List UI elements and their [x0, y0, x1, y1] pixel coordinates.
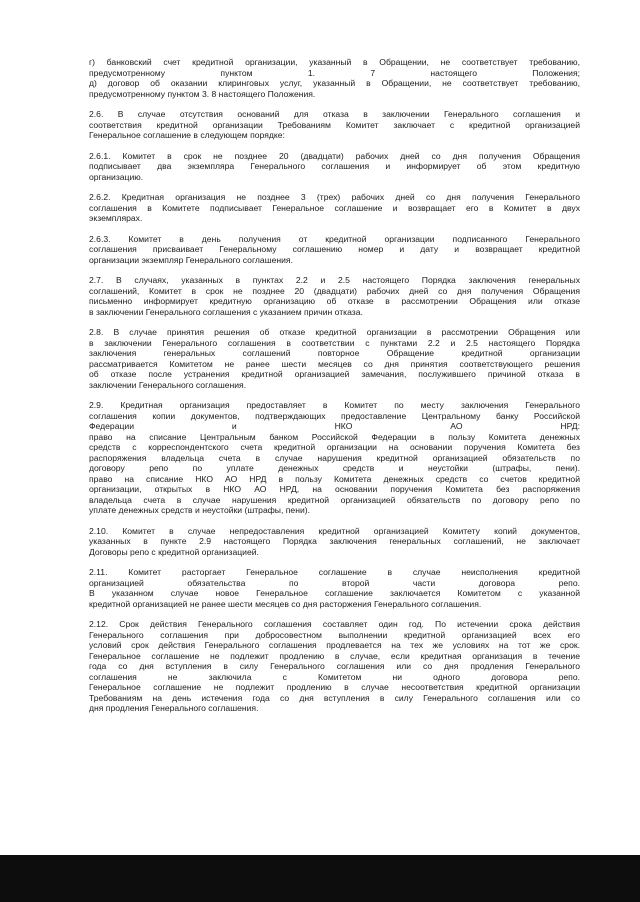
- text-line: средств с корреспондентского счета кредитной организации на основании поручения Комитета без: [89, 442, 580, 452]
- paragraph-gap: [89, 99, 580, 109]
- text-line: соглашения присваивает Генеральному соглашению номер и дату и возвращает кредитной: [89, 244, 580, 254]
- text-line: организации экземпляр Генерального соглашения.: [89, 254, 293, 265]
- text-line: 2.6.1. Комитет в срок не позднее 20 (двадцати) рабочих дней со дня получения Обращения: [89, 150, 580, 161]
- paragraph: [89, 400, 580, 516]
- text-line: в заключении Генерального соглашения с указанием причин отказа.: [89, 306, 363, 317]
- paragraph: [89, 109, 580, 141]
- paragraph-gap: [89, 141, 580, 151]
- text-line: В указанном случае новое Генеральное соглашение заключается Комитетом с указанной: [89, 588, 580, 598]
- paragraph: [89, 234, 580, 266]
- paragraph: [89, 192, 580, 224]
- paragraph: [89, 327, 580, 390]
- text-line: 2.6.2. Кредитная организация не позднее 3 (трех) рабочих дней со дня получения Генерального: [89, 192, 580, 202]
- text-line: соглашений, Комитет в срок не позднее 20 (двадцати) рабочих дней со дня получения Обращения: [89, 285, 580, 296]
- text-line: дня продления Генерального соглашения.: [89, 703, 259, 713]
- text-line: 2.6. В случае отсутствия оснований для отказа в заключении Генерального соглашения и: [89, 109, 580, 119]
- text-line: предусмотренному пунктом 3. 8 настоящего Положения.: [89, 88, 316, 99]
- document-body: [89, 57, 580, 714]
- text-line: 2.11. Комитет расторгает Генеральное соглашение в случае неисполнения кредитной: [89, 567, 580, 577]
- paragraph-gap: [89, 609, 580, 619]
- text-line: рассматривается Комитетом не ранее шести месяцев со дня принятия соответствующего решения: [89, 358, 580, 369]
- text-line: 2.12. Срок действия Генерального соглашения составляет один год. По истечении срока действия: [89, 619, 580, 629]
- text-line: договору репо по уплате денежных средств и неустойки (штрафы, пени).: [89, 463, 580, 473]
- text-line: подписывает два экземпляра Генерального соглашения и информирует об этом кредитную: [89, 161, 580, 171]
- scan-edge-band: [0, 855, 640, 902]
- text-line: Генеральное соглашение не подлежит продлению в случае несоответствия кредитной организации: [89, 682, 580, 692]
- text-line: уплате денежных средств и неустойки (штрафы, пени).: [89, 505, 310, 515]
- text-line: организацией обязательства по второй части договора репо.: [89, 577, 580, 588]
- paragraph: [89, 275, 580, 317]
- text-line: экземплярах.: [89, 213, 143, 223]
- paragraph-gap: [89, 557, 580, 567]
- text-line: Генерального соглашения при добросовестном выполнении кредитной организацией всех его: [89, 629, 580, 640]
- text-line: соглашения копии документов, подтверждающих предоставление Центральному банку Российской: [89, 410, 580, 421]
- text-line: 2.9. Кредитная организация предоставляет в Комитет по месту заключения Генерального: [89, 400, 580, 410]
- paragraph: [89, 619, 580, 714]
- text-line: владельца счета в случае нарушения кредитной организацией обязательств по договору репо по: [89, 494, 580, 505]
- paragraph: [89, 526, 580, 558]
- text-line: право на списание Центральным банком Российской Федерации в пользу Комитета денежных: [89, 431, 580, 442]
- text-line: в заключении Генерального соглашения в соответствии с пунктами 2.2 и 2.5 настоящего Порядка: [89, 337, 580, 348]
- paragraph-gap: [89, 390, 580, 400]
- text-line: организацию.: [89, 171, 144, 182]
- text-line: условий срок действия Генерального соглашения продлевается на тех же условиях на тот же срок.: [89, 640, 580, 650]
- text-line: право на списание НКО АО НРД в пользу Комитета денежных средств со счетов кредитной: [89, 473, 580, 484]
- paragraph-gap: [89, 224, 580, 234]
- paragraph: [89, 57, 580, 99]
- text-line: 2.8. В случае принятия решения об отказе кредитной организации в рассмотрении Обращения или: [89, 327, 580, 337]
- text-line: Договоры репо с кредитной организацией.: [89, 546, 259, 557]
- text-line: года со дня вступления в силу Генерального соглашения или со дня продления Генерального: [89, 661, 580, 671]
- text-line: распоряжения владельца счета в случае нарушения кредитной организацией обязательств по: [89, 452, 580, 463]
- paragraph: [89, 567, 580, 609]
- paragraph: [89, 151, 580, 183]
- text-line: организации, открытых в НКО АО НРД, на основании поручения Комитета без распоряжения: [89, 484, 580, 494]
- text-line: кредитной организацией не ранее шести месяцев со дня расторжения Генерального соглашения.: [89, 598, 482, 609]
- text-line: Генеральное соглашение не подлежит продлению в случае, если кредитная организация в течение: [89, 650, 580, 661]
- text-line: 2.7. В случаях, указанных в пунктах 2.2 и 2.5 настоящего Порядка заключения генеральных: [89, 275, 580, 285]
- text-line: об отказе после устранения кредитной организацией замечания, послужившего причиной отказа в: [89, 369, 580, 379]
- text-line: 2.10. Комитет в случае непредоставления кредитной организацией Комитету копий документов,: [89, 525, 580, 536]
- text-line: заключении Генерального соглашения.: [89, 379, 247, 390]
- text-line: Требованиям на день истечения года со дня вступления в силу Генерального соглашения или со: [89, 692, 580, 703]
- text-line: 2.6.3. Комитет в день получения от кредитной организации подписанного Генерального: [89, 233, 580, 244]
- text-line: соглашения не заключила с Комитетом ни одного договора репо.: [89, 671, 580, 682]
- text-line: соответствия кредитной организации Требованиям Комитет заключает с кредитной организацией: [89, 119, 580, 130]
- text-line: предусмотренному пунктом 1. 7 настоящего Положения;: [89, 67, 580, 78]
- text-line: Федерации и НКО АО НРД:: [89, 421, 580, 431]
- text-line: Генеральное соглашение в следующем порядке:: [89, 130, 285, 140]
- paragraph-gap: [89, 516, 580, 526]
- paragraph-gap: [89, 265, 580, 275]
- text-line: д) договор об оказании клиринговых услуг, указанный в Обращении, не соответствует требованию,: [89, 78, 580, 88]
- paragraph-gap: [89, 317, 580, 327]
- text-line: указанных в пункте 2.9 настоящего Порядка заключения генеральных соглашений, не заключает: [89, 536, 580, 546]
- text-line: г) банковский счет кредитной организации, указанный в Обращении, не соответствует требованию,: [89, 57, 580, 67]
- paragraph-gap: [89, 182, 580, 192]
- text-line: соглашения в Комитете подписывает Генеральное соглашение и возвращает его в Комитет в двух: [89, 202, 580, 213]
- text-line: заключения генеральных соглашений повторное Обращение кредитной организации: [89, 348, 580, 358]
- text-line: письменно информирует кредитную организацию об отказе в рассмотрении Обращения или отказе: [89, 296, 580, 306]
